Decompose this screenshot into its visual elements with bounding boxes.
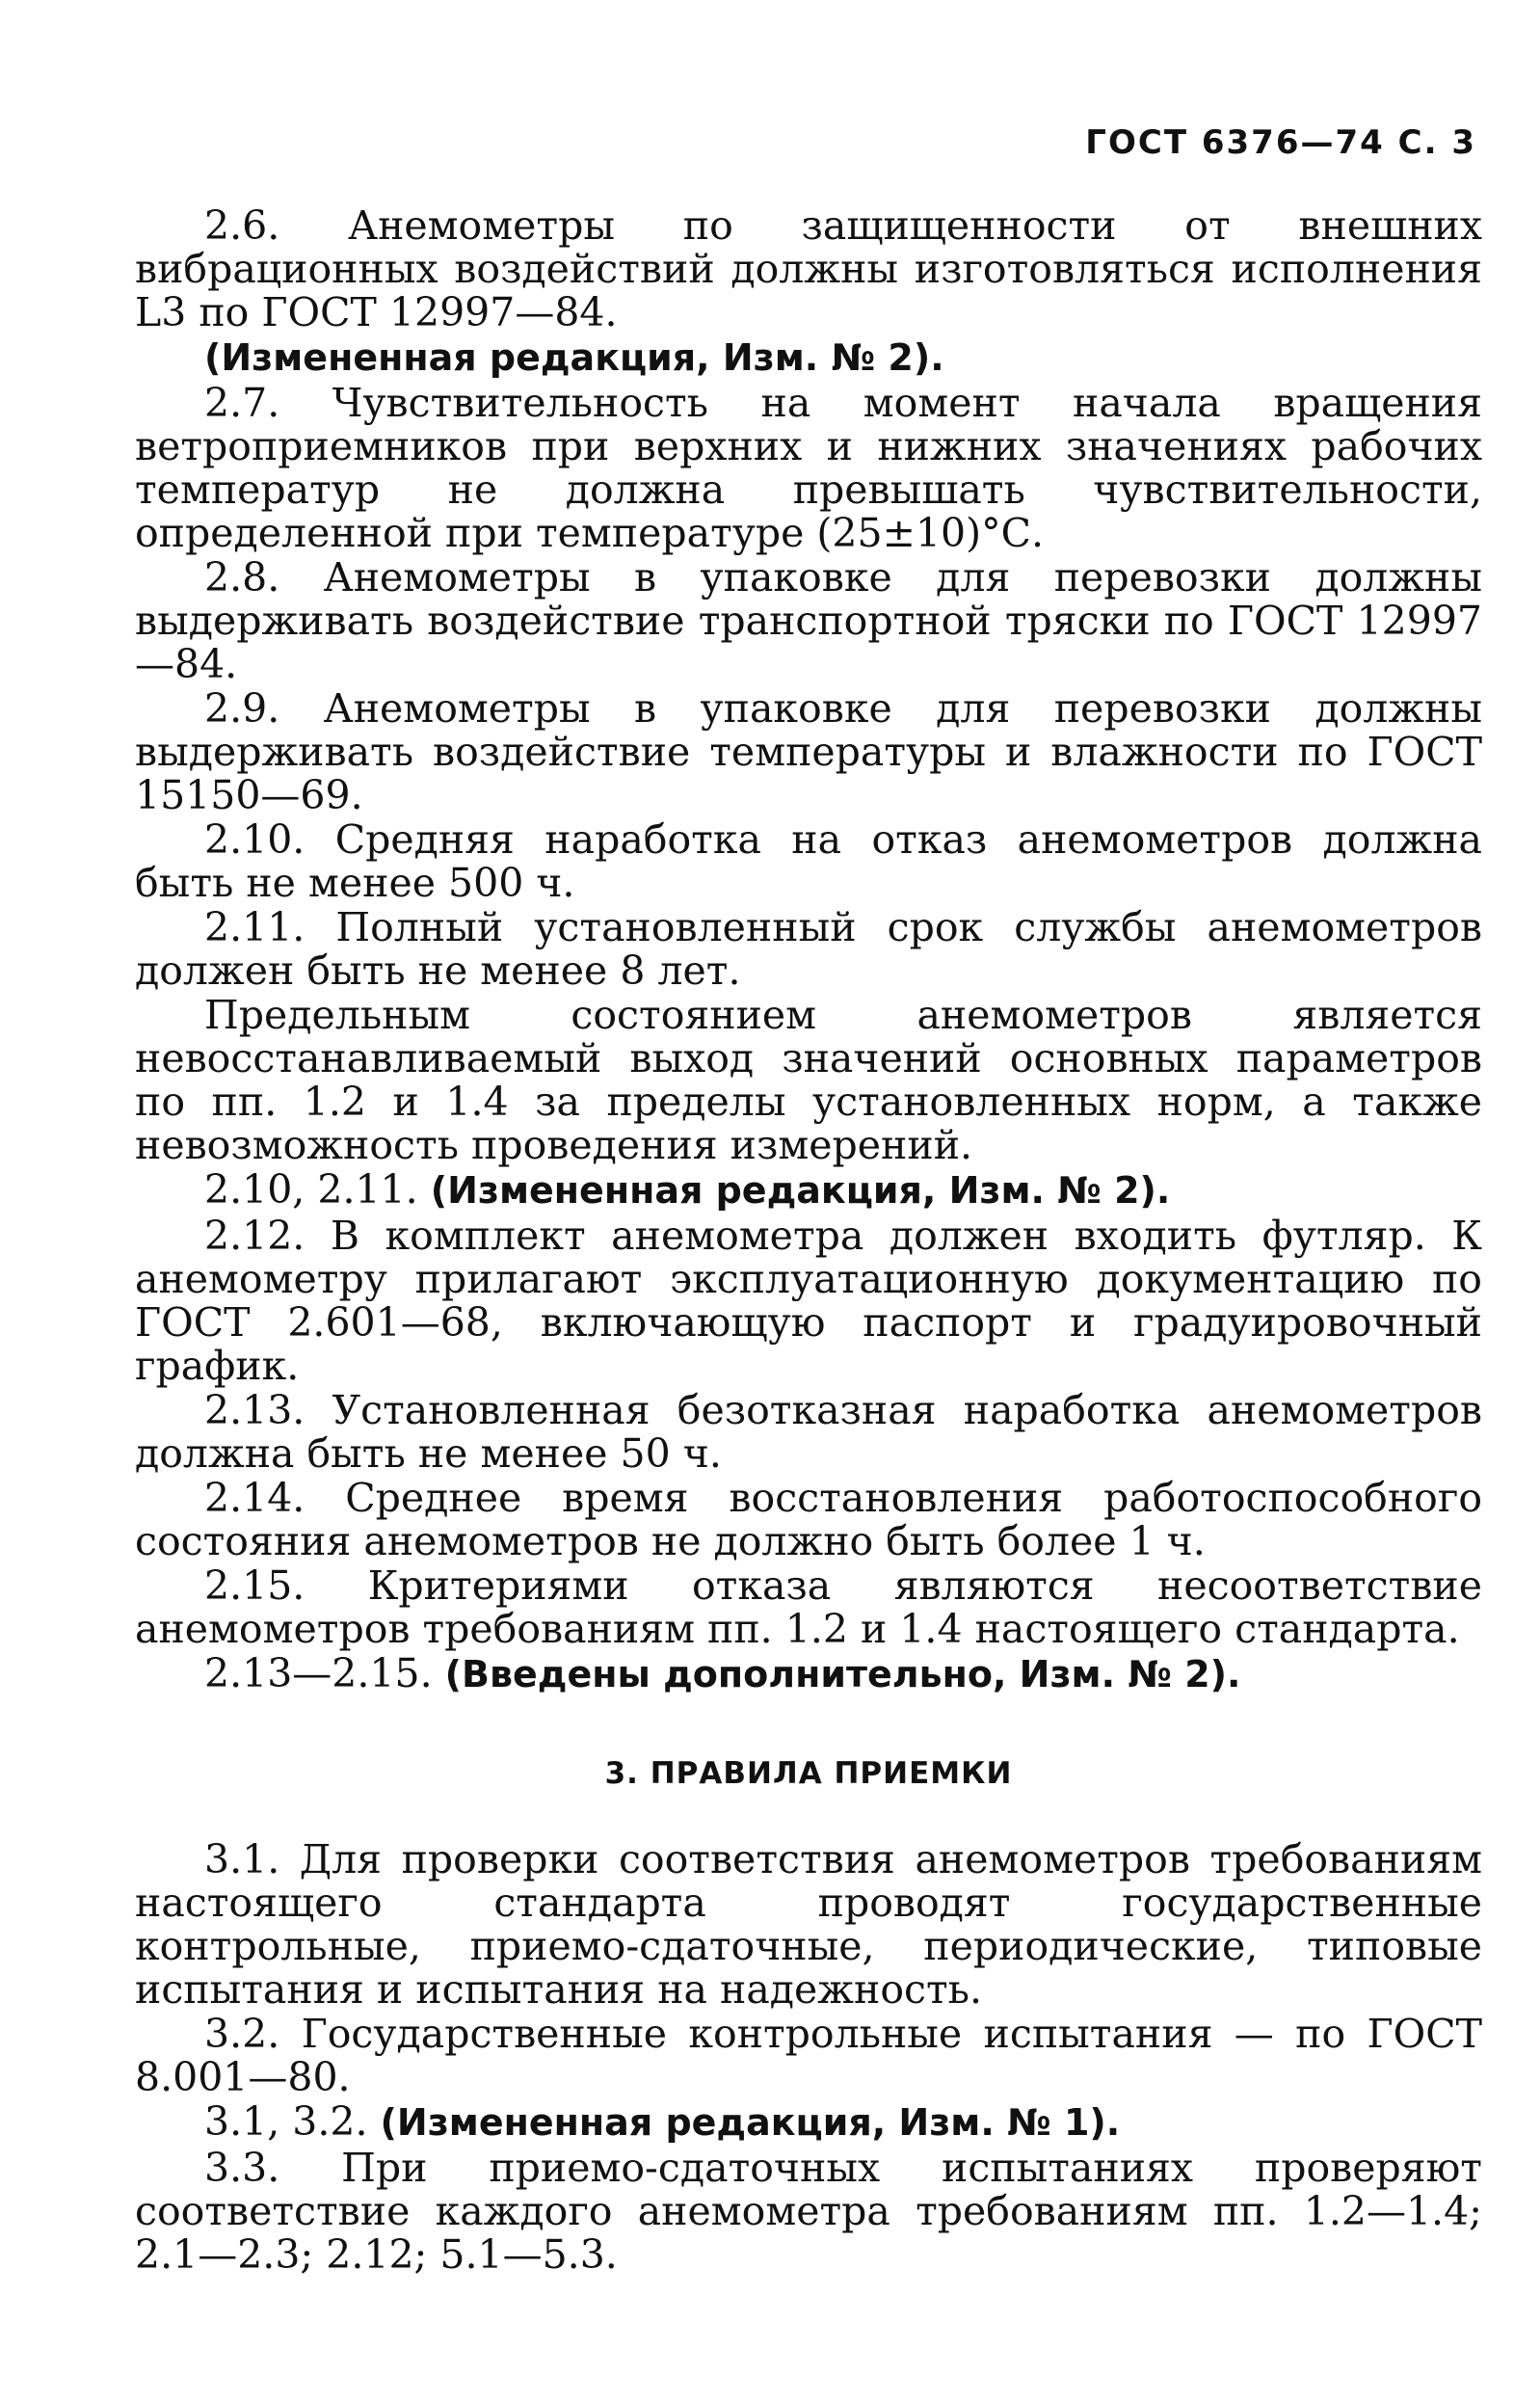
paragraph-limit-state: Предельным состоянием анемометров является невосстанавливаемый выход значений основных параметров по пп. 1.2 и 1.4 за пределы установленных норм, а также невозможность проведения измерений.: [135, 992, 1482, 1168]
amendment-text: (Измененная редакция, Изм. № 2).: [204, 336, 944, 379]
paragraph-2-8: 2.8. Анемометры в упаковке для перевозки должны выдерживать воздействие транспортной тряски по ГОСТ 12997—84.: [135, 554, 1482, 687]
paragraph-2-13: 2.13. Установленная безотказная наработка анемометров должна быть не менее 50 ч.: [135, 1387, 1482, 1477]
section-title: 3. ПРАВИЛА ПРИЕМКИ: [604, 1756, 1013, 1791]
paragraph-2-7: 2.7. Чувствительность на момент начала вращения ветроприемников при верхних и нижних значениях рабочих температур не должна превышать чувствительности, определенной при температуре (25±10)°С.: [135, 380, 1482, 556]
paragraph-3-1: 3.1. Для проверки соответствия анемометров требованиям настоящего стандарта проводят государственные контрольные, приемо-сдаточные, периодические, типовые испытания и испытания на надежность.: [135, 1836, 1482, 2013]
amendment-ref: 2.10, 2.11.: [204, 1166, 431, 1213]
amendment-text: (Измененная редакция, Изм. № 2).: [430, 1169, 1171, 1212]
paragraph-2-14: 2.14. Среднее время восстановления работоспособного состояния анемометров не должно быть более 1 ч.: [135, 1475, 1482, 1564]
amendment-ref: 3.1, 3.2.: [204, 2098, 381, 2145]
amendment-note: [135, 335, 1482, 380]
document-body: [135, 204, 1482, 2278]
paragraph-2-11: 2.11. Полный установленный срок службы анемометров должен быть не менее 8 лет.: [135, 904, 1482, 994]
amendment-note: [135, 1652, 1482, 1696]
paragraph-2-12: 2.12. В комплект анемометра должен входить футляр. К анемометру прилагают эксплуатационную документацию по ГОСТ 2.601—68, включающую паспорт и градуировочный график.: [135, 1213, 1482, 1389]
amendment-ref: 2.13—2.15.: [204, 1650, 445, 1696]
amendment-note: [135, 1168, 1482, 1213]
amendment-note: [135, 2100, 1482, 2145]
paragraph-2-9: 2.9. Анемометры в упаковке для перевозки должны выдерживать воздействие температуры и влажности по ГОСТ 15150—69.: [135, 685, 1482, 818]
amendment-text: (Измененная редакция, Изм. № 1).: [380, 2101, 1121, 2144]
paragraph-3-3: 3.3. При приемо-сдаточных испытаниях проверяют соответствие каждого анемометра требованиям пп. 1.2—1.4; 2.1—2.3; 2.12; 5.1—5.3.: [135, 2145, 1482, 2278]
paragraph-2-10: 2.10. Средняя наработка на отказ анемометров должна быть не менее 500 ч.: [135, 816, 1482, 906]
paragraph-2-15: 2.15. Критериями отказа являются несоответствие анемометров требованиям пп. 1.2 и 1.4 настоящего стандарта.: [135, 1562, 1482, 1652]
paragraph-2-6: 2.6. Анемометры по защищенности от внешних вибрационных воздействий должны изготовляться исполнения L3 по ГОСТ 12997—84.: [135, 202, 1482, 335]
paragraph-3-2: 3.2. Государственные контрольные испытания — по ГОСТ 8.001—80.: [135, 2011, 1482, 2100]
page-header: ГОСТ 6376—74 С. 3: [1085, 123, 1476, 162]
amendment-text: (Введены дополнительно, Изм. № 2).: [444, 1653, 1241, 1695]
